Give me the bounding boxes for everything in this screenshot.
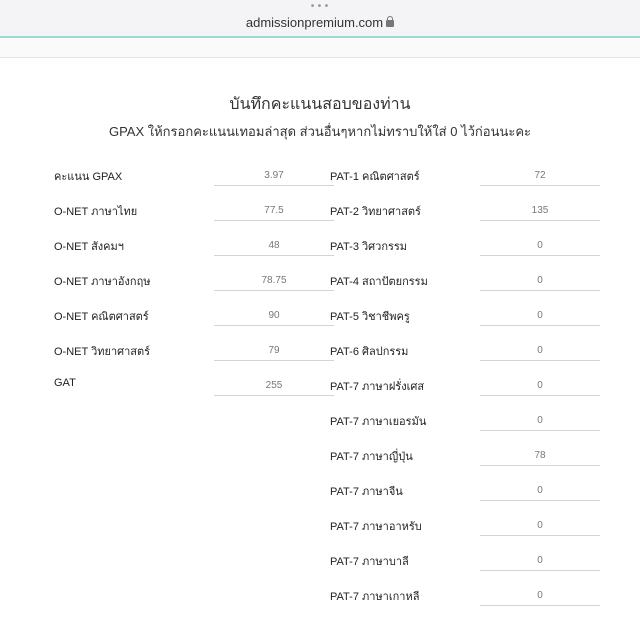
score-label: PAT-6 ศิลปกรรม (330, 346, 409, 358)
page-title: บันทึกคะแนนสอบของท่าน (229, 96, 411, 113)
score-row (330, 442, 590, 477)
page-subtitle: GPAX ให้กรอกคะแนนเทอมล่าสุด ส่วนอื่นๆหากไม่ทราบให้ใส่ 0 ไว้ก่อนนะคะ (108, 124, 532, 139)
onet-science-input[interactable] (214, 341, 334, 361)
score-row (54, 197, 284, 232)
pat7-arabic-input[interactable] (480, 516, 600, 536)
score-label: PAT-5 วิชาชีพครู (330, 311, 410, 323)
pat7-japanese-input[interactable] (480, 446, 600, 466)
score-row (54, 337, 284, 372)
score-row (330, 232, 590, 267)
score-label: PAT-7 ภาษาเยอรมัน (330, 416, 427, 428)
pat7-french-input[interactable] (480, 376, 600, 396)
left-score-column (54, 162, 284, 407)
pat6-arts-input[interactable] (480, 341, 600, 361)
url-text[interactable]: admissionpremium.com (245, 15, 384, 30)
header-strip (0, 38, 640, 58)
browser-menu-dots[interactable]: ••• (309, 1, 331, 12)
gpax-input[interactable] (214, 166, 334, 186)
lock-icon (386, 20, 394, 27)
gat-input[interactable] (214, 376, 334, 396)
score-label: PAT-7 ภาษาฝรั่งเศส (330, 381, 425, 393)
score-label: O-NET ภาษาไทย (54, 206, 138, 218)
onet-thai-input[interactable] (214, 201, 334, 221)
pat3-engineering-input[interactable] (480, 236, 600, 256)
score-label: PAT-7 ภาษาอาหรับ (330, 521, 422, 533)
score-label: O-NET คณิตศาสตร์ (54, 311, 149, 323)
score-row (330, 512, 590, 547)
score-label: GAT (54, 377, 76, 389)
score-row (330, 477, 590, 512)
score-row (330, 582, 590, 617)
right-score-column (330, 162, 590, 617)
pat7-chinese-input[interactable] (480, 481, 600, 501)
score-row (54, 232, 284, 267)
score-row (330, 547, 590, 582)
score-label: O-NET ภาษาอังกฤษ (54, 276, 151, 288)
score-row (54, 302, 284, 337)
url-display[interactable] (0, 14, 640, 32)
pat4-architecture-input[interactable] (480, 271, 600, 291)
score-label: PAT-4 สถาปัตยกรรม (330, 276, 428, 288)
pat7-german-input[interactable] (480, 411, 600, 431)
onet-english-input[interactable] (214, 271, 334, 291)
pat5-teaching-input[interactable] (480, 306, 600, 326)
score-row (54, 162, 284, 197)
pat7-pali-input[interactable] (480, 551, 600, 571)
score-row (330, 372, 590, 407)
pat1-math-input[interactable] (480, 166, 600, 186)
score-row (54, 267, 284, 302)
score-row (330, 407, 590, 442)
score-label: PAT-7 ภาษาจีน (330, 486, 403, 498)
score-label: PAT-7 ภาษาบาลี (330, 556, 409, 568)
score-label: O-NET สังคมฯ (54, 241, 124, 253)
score-label: PAT-2 วิทยาศาสตร์ (330, 206, 421, 218)
pat2-science-input[interactable] (480, 201, 600, 221)
pat7-korean-input[interactable] (480, 586, 600, 606)
onet-math-input[interactable] (214, 306, 334, 326)
score-label: คะแนน GPAX (54, 171, 123, 183)
score-label: PAT-3 วิศวกรรม (330, 241, 408, 253)
score-label: PAT-7 ภาษาเกาหลี (330, 591, 420, 603)
score-row (330, 337, 590, 372)
score-row (54, 372, 284, 407)
score-row (330, 302, 590, 337)
score-row (330, 267, 590, 302)
score-label: O-NET วิทยาศาสตร์ (54, 346, 151, 358)
score-row (330, 162, 590, 197)
browser-address-bar (0, 0, 640, 36)
score-label: PAT-7 ภาษาญี่ปุ่น (330, 451, 413, 463)
score-label: PAT-1 คณิตศาสตร์ (330, 171, 420, 183)
onet-social-input[interactable] (214, 236, 334, 256)
score-row (330, 197, 590, 232)
